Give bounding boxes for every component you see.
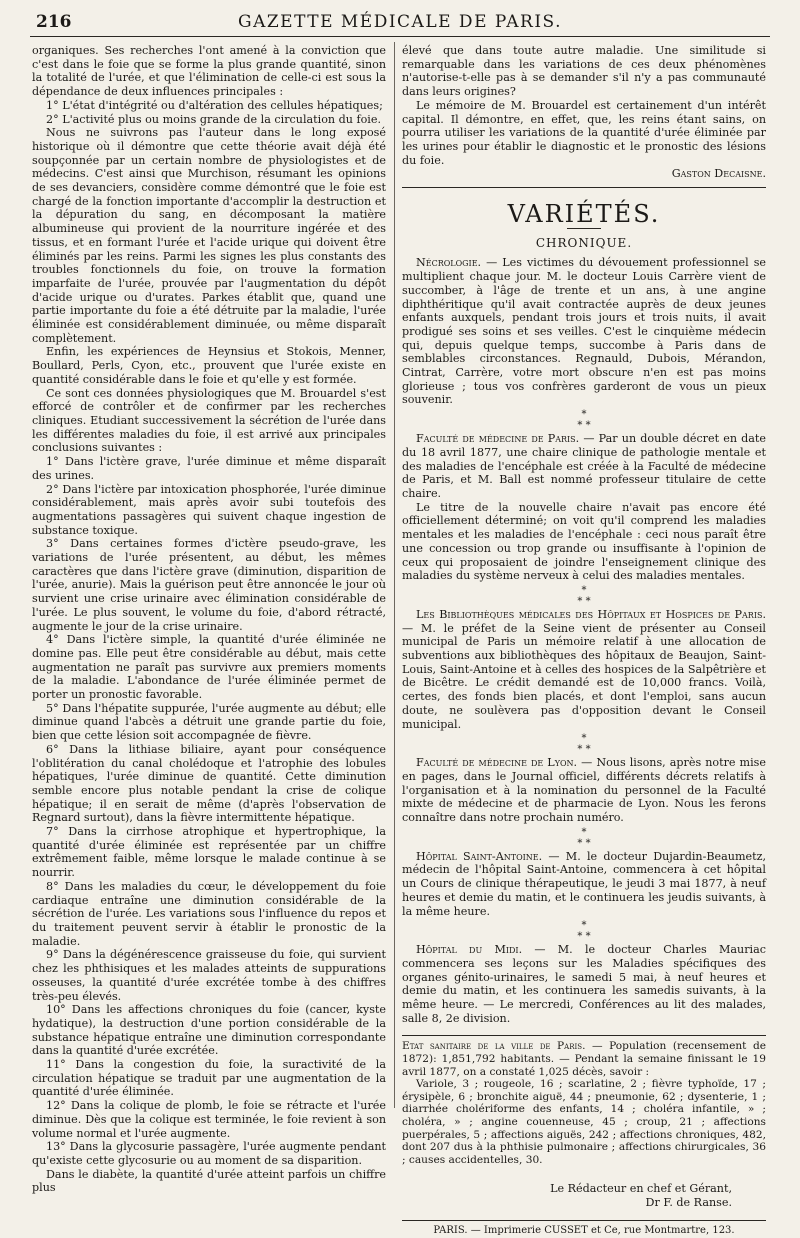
paragraph: Dans le diabète, la quantité d'urée atteint parfois un chiffre plus: [32, 1167, 386, 1195]
paragraph: 4° Dans l'ictère simple, la quantité d'urée éliminée ne domine pas. Elle peut être considérable au début, mais cette augmentation ne paraît pas survivre aux premiers moments de la maladie. L'abondance de l'urée éliminée permet de porter un pronostic favorable.: [32, 633, 386, 702]
item-heading: Faculté de médecine de Paris.: [416, 432, 580, 446]
separator-stars: * * *: [577, 409, 591, 432]
news-item: [402, 943, 766, 1025]
column-divider: [394, 42, 395, 1108]
separator-stars: * * *: [577, 733, 591, 756]
paragraph: Le titre de la nouvelle chaire n'avait pas encore été officiellement déterminé; on voit qu'il comprend les maladies mentales et les maladies de l'encéphale : ceci nous paraît être une concession ou trop grande ou insuffisante à l'opinion de ceux qui proposaient de joindre l'enseignement clinique des maladies du système nerveux à celui des maladies mentales.: [402, 500, 766, 583]
news-item: [402, 756, 766, 825]
paragraph: 7° Dans la cirrhose atrophique et hypertrophique, la quantité d'urée éliminée est représentée par un chiffre extrêmement faible, même lorsque le malade continue à se nourrir.: [32, 825, 386, 880]
item-text: — M. le préfet de la Seine vient de présenter au Conseil municipal de Paris un mémoire relatif à une allocation de subventions aux bibliothèques des hôpitaux de Beaujon, Saint-Louis, Saint-Antoine et à celles des hospices de la Salpêtrière et de Bicêtre. Le crédit demandé est de 10,000 francs. Voilà, certes, des fonds bien placés, et dont l'emploi, sans aucun doute, ne soulèvera pas d'opposition devant le Conseil municipal.: [402, 621, 766, 731]
item-text: — M. le docteur Dujardin-Beaumetz, médecin de l'hôpital Saint-Antoine, commencera à cet hôpital un Cours de clinique thérapeutique, le jeudi 3 mai 1877, à neuf heures et demie du matin, et le continuera les jeudis suivants, à la même heure.: [402, 849, 767, 918]
editor-title: Le Rédacteur en chef et Gérant,: [550, 1182, 732, 1196]
paragraph: 12° Dans la colique de plomb, le foie se rétracte et l'urée diminue. Dès que la colique est terminée, le foie revient à son volume normal et l'urée augmente.: [32, 1099, 386, 1140]
paragraph: 2° Dans l'ictère par intoxication phosphorée, l'urée diminue considérablement, mais après avoir subi toutefois des augmentations passagères qui suivent chaque ingestion de substance toxique.: [32, 482, 386, 537]
paragraph: Ce sont ces données physiologiques que M. Brouardel s'est efforcé de contrôler et de confirmer par les recherches cliniques. Etudiant successivement la sécrétion de l'urée dans les différentes maladies du foie, il est arrivé aux principales conclusions suivantes :: [32, 386, 386, 455]
news-item: [402, 608, 766, 731]
paragraph: Nous ne suivrons pas l'auteur dans le long exposé historique où il démontre que cette théorie avait déjà été soupçonnée par un certain nombre de physiologistes et de médecins. C'est ainsi que Murchison, résumant les opinions de ses devanciers, considère comme démontré que le foie est chargé de la fonction importante d'accomplir la destruction et la dépuration du sang, en décomposant la matière albumineuse qui provient de la nourriture ingérée et des tissus, et en formant l'urée et l'acide urique qui doivent être éliminés par les reins. Parmi les signes les plus constants des troubles fonctionnels du foie, on trouve la formation imparfaite de l'urée, prouvée par l'augmentation du dépôt d'acide urique ou d'urates. Parkes établit que, quand une partie importante du foie a été détruite par la maladie, l'urée éliminée est considérablement diminuée, ou même disparaît complètement.: [32, 126, 386, 345]
paragraph: organiques. Ses recherches l'ont amené à la conviction que c'est dans le foie que se forme la plus grande quantité, sinon la totalité de l'urée, et que l'élimination de celle-ci est sous la dépendance de deux influences principales :: [32, 44, 386, 99]
paragraph: 3° Dans certaines formes d'ictère pseudo-grave, les variations de l'urée présentent, au début, les mêmes caractères que dans l'ictère grave (diminution, disparition de l'urée, anurie). Mais la guérison peut être annoncée le jour où survient une crise urinaire avec élimination considérable de l'urée. Le plus souvent, le volume du foie, d'abord rétracté, augmente le jour de la crise urinaire.: [32, 537, 386, 633]
separator-stars: * * *: [577, 584, 591, 607]
sanitary-report: [402, 1035, 766, 1166]
paragraph: élevé que dans toute autre maladie. Une similitude si remarquable dans les variations de ces deux phénomènes n'autorise-t-elle pas à se demander s'il n'y a pas communauté dans leurs origines?: [402, 44, 766, 99]
section-rule: [402, 187, 766, 188]
item-text: — Par un double décret en date du 18 avril 1877, une chaire clinique de pathologie mentale et des maladies de l'encéphale est créée à la Faculté de médecine de Paris, et M. Ball est nommé professeur titulaire de cette chaire.: [402, 432, 766, 500]
paragraph: Enfin, les expériences de Heynsius et Stokois, Menner, Boullard, Perls, Cyon, etc., prouvent que l'urée existe en quantité considérable dans le foie et qu'elle y est formée.: [32, 345, 386, 386]
paragraph: 13° Dans la glycosurie passagère, l'urée augmente pendant qu'existe cette glycosurie ou au moment de sa disparition.: [32, 1140, 386, 1167]
report-list: Variole, 3 ; rougeole, 16 ; scarlatine, 2 ; fièvre typhoïde, 17 ; érysipèle, 6 ; bronchite aiguë, 44 ; pneumonie, 62 ; dysenterie, 1 ; diarrhée cholériforme des enfants, 14 ; choléra infantile, » ; choléra, » ; angine couenneuse, 45 ; croup, 21 ; affections puerpérales, 5 ; affections aiguës, 242 ; affections chroniques, 482, dont 207 dus à la phthisie pulmonaire ; affections chirurgicales, 36 ; causes accidentelles, 30.: [402, 1078, 766, 1166]
item-text: — Nous lisons, après notre mise en pages, dans le Journal officiel, différents décrets relatifs à l'organisation et à la nomination du personnel de la Faculté mixte de médecine et de pharmacie de Lyon. Nous les ferons connaître dans notre prochain numéro.: [402, 756, 766, 825]
paragraph: Le mémoire de M. Brouardel est certainement d'un intérêt capital. Il démontre, en effet, que, les reins étant sains, on pourra utiliser les variations de la quantité d'urée éliminée par les urines pour établir le diagnostic et le pronostic des lésions du foie.: [402, 98, 766, 167]
editor-name: Dr F. de Ranse.: [645, 1196, 732, 1210]
section-title: VARIÉTÉS.: [507, 200, 661, 229]
report-intro: [402, 1040, 766, 1078]
paragraph: 11° Dans la congestion du foie, la suractivité de la circulation hépatique se traduit par une augmentation de la quantité d'urée éliminée.: [32, 1058, 386, 1099]
page-number: 216: [36, 12, 72, 32]
separator-stars: * * *: [577, 826, 591, 849]
paragraph: 1° L'état d'intégrité ou d'altération des cellules hépatiques;: [46, 98, 383, 112]
paragraph: 8° Dans les maladies du cœur, le développement du foie cardiaque entraîne une diminution considérable de la sécrétion de l'urée. Les variations sous l'influence du repos et du traitement peuvent servir à établir le pronostic de la maladie.: [32, 879, 386, 948]
paragraph: 9° Dans la dégénérescence graisseuse du foie, qui survient chez les phthisiques et les malades atteints de suppurations osseuses, la quantité d'urée excrétée tombe à des chiffres très-peu élevés.: [32, 948, 386, 1003]
printer-line: PARIS. — Imprimerie CUSSET et Ce, rue Montmartre, 123.: [402, 1220, 766, 1238]
item-text: — M. le docteur Charles Mauriac commencera ses leçons sur les Maladies spécifiques des organes génito-urinaires, le samedi 5 mai, à neuf heures et demie du matin, et les continuera les samedis suivants, à la même heure. — Le mercredi, Conférences au lit des malades, salle 8, 2e division.: [402, 943, 766, 1025]
item-heading: Hôpital Saint-Antoine.: [416, 849, 543, 863]
paragraph: 2° L'activité plus ou moins grande de la circulation du foie.: [46, 112, 382, 126]
item-heading: Hôpital du Midi.: [416, 943, 523, 957]
editor-signature: [402, 1182, 766, 1209]
paragraph: 5° Dans l'hépatite suppurée, l'urée augmente au début; elle diminue quand l'abcès a détruit une grande partie du foie, bien que cette lésion soit accompagnée de fièvre.: [32, 701, 386, 743]
paragraph: 10° Dans les affections chroniques du foie (cancer, kyste hydatique), la destruction d'une portion considérable de la substance hépatique entraîne une diminution correspondante dans la quantité d'urée excrétée.: [32, 1003, 386, 1058]
paragraph: 6° Dans la lithiase biliaire, ayant pour conséquence l'oblitération du canal cholédoque et l'atrophie des lobules hépatiques, l'urée diminue de quantité. Cette diminution semble encore plus notable pendant la crise de colique hépatique; il en serait de même (d'après l'observation de Regnard surtout), dans la fièvre intermittente hépatique.: [32, 742, 386, 825]
report-text: — Population (recensement de 1872): 1,851,792 habitants. — Pendant la semaine finissant le 19 avril 1877, on a constaté 1,025 décès, savoir :: [402, 1040, 766, 1078]
paragraph: 1° Dans l'ictère grave, l'urée diminue et même disparaît des urines.: [32, 455, 386, 482]
left-column: [32, 44, 386, 1195]
separator-stars: * * *: [577, 920, 591, 943]
right-column: [402, 44, 766, 1238]
publication-title: GAZETTE MÉDICALE DE PARIS.: [238, 12, 562, 32]
news-item: [402, 432, 766, 501]
news-item: [402, 256, 766, 407]
item-heading: Les Bibliothèques médicales des Hôpitaux et Hospices de Paris.: [416, 607, 766, 621]
item-heading: Faculté de médecine de Lyon.: [416, 756, 578, 770]
subsection-title: CHRONIQUE.: [535, 235, 633, 250]
report-heading: Etat sanitaire de la ville de Paris.: [402, 1040, 586, 1053]
page-header: [30, 10, 770, 37]
news-item: [402, 850, 766, 919]
item-heading: Nécrologie.: [416, 256, 482, 270]
item-text: — Les victimes du dévouement professionnel se multiplient chaque jour. M. le docteur Louis Carrère vient de succomber, à l'âge de trente et un ans, à une angine diphthéritique qu'il avait contractée auprès de deux jeunes enfants auxquels, pendant trois jours et trois nuits, il avait prodigué ses soins et ses veilles. C'est le cinquième médecin qui, depuis quelque temps, succombe à Paris dans de semblables circonstances. Regnauld, Dubois, Mérandon, Cintrat, Carrère, votre mort obscure n'en est pas moins glorieuse ; tous vos confrères garderont de vous un pieux souvenir.: [402, 256, 767, 407]
author-signature: Gaston Decaisne.: [671, 167, 766, 181]
